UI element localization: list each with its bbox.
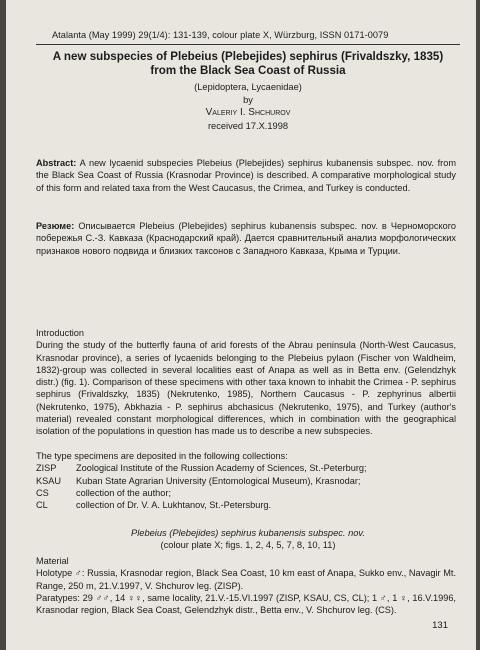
subspecies-heading: Plebeius (Plebejides) sephirus kubanensis subspec. nov. xyxy=(131,528,365,538)
collection-row xyxy=(36,475,456,487)
collections-list xyxy=(36,450,456,511)
intro-text: During the study of the butterfly fauna of arid forests of the Abrau peninsula (North-West Caucasus, Krasnodar province), a series of lycaenids belonging to the Plebeius pylaon (Fischer von Waldheim, 1832)-group was collected in several localities east of Anapa as well as in Betta env. (Gelendzhyk distr.) (fig. 1). Comparison of these specimens with other taxa known to inhabit the Crimea - P. sephirus sephirus (Frivaldszky, 1835) (Nekrutenko, 1985), Northern Caucasus - P. zephyrinus albertii (Nekrutenko, 1975), Abkhazia - P. sephirus abchasicus (Nekrutenko, 1975), and Turkey (author's material) revealed constant morphological differences, which in combination with the geographical isolation of the populations in question has made us to describe a new subspecies. xyxy=(36,340,456,437)
material-section xyxy=(36,555,456,616)
collection-row xyxy=(36,462,456,474)
journal-citation: Atalanta (May 1999) 29(1/4): 131-139, colour plate X, Würzburg, ISSN 0171-0079 xyxy=(52,30,389,40)
subspecies-section xyxy=(32,527,464,552)
collection-row xyxy=(36,487,456,499)
taxon-line: (Lepidoptera, Lycaenidae) xyxy=(194,82,302,92)
type-specimens-intro: The type specimens are deposited in the following collections: xyxy=(36,451,288,461)
title-line-1: A new subspecies of Plebeius (Plebejides) sephirus (Frivaldszky, 1835) xyxy=(52,50,444,63)
resume-label: Резюме: xyxy=(36,221,75,231)
article-title xyxy=(32,50,464,78)
collection-code: ZISP xyxy=(36,463,57,474)
collection-row xyxy=(36,499,456,511)
abstract-label: Abstract: xyxy=(36,158,77,168)
collection-desc: Kuban State Agrarian University (Entomological Museum), Krasnodar; xyxy=(76,475,361,486)
collection-code: CS xyxy=(36,487,49,498)
paper-page xyxy=(6,0,476,650)
intro-heading: Introduction xyxy=(36,328,85,338)
material-heading: Material xyxy=(36,556,69,566)
header-rule xyxy=(36,44,460,45)
collection-desc: collection of Dr. V. A. Lukhtanov, St.-Petersburg. xyxy=(76,500,272,511)
page-number: 131 xyxy=(432,620,448,631)
collection-desc: Zoological Institute of the Russion Academy of Sciences, St.-Peterburg; xyxy=(76,463,367,474)
plate-reference: (colour plate X; figs. 1, 2, 4, 5, 7, 8, 10, 11) xyxy=(160,540,336,551)
resume-text: Описывается Plebeius (Plebejides) sephirus kubanensis subspec. nov. в Черноморского побережья С.-З. Кавказа (Краснодарский край). Дается сравнительный анализ морфологических признаков нового подвида и близких таксонов с Западного Кавказа, Крыма и Турции. xyxy=(36,221,456,256)
collection-code: CL xyxy=(36,500,48,511)
author-name: Valeriy I. Shchurov xyxy=(205,107,291,118)
title-line-2: from the Black Sea Coast of Russia xyxy=(150,64,346,77)
resume xyxy=(36,220,456,257)
abstract-text: A new lycaenid subspecies Plebeius (Plebejides) sephirus kubanensis subspec. nov. from the Black Sea Coast of Russia (Krasnodar Province) is described. A comparative morphological study of this form and related taxa from the West Caucasus, the Crimea, and Turkey is conducted. xyxy=(36,158,457,193)
paratypes-text: Paratypes: 29 ♂♂, 14 ♀♀, same locality, 21.V.-15.VI.1997 (ZISP, KSAU, CS, CL); 1 ♂, 1 ♀, 16.V.1996, Krasnodar region, Black Sea Coast, Gelendzhyk distr., Betta env., V. Shchurov leg. (CS). xyxy=(36,592,456,616)
collection-desc: collection of the author; xyxy=(76,487,171,498)
received-date: received 17.X.1998 xyxy=(207,121,289,131)
abstract xyxy=(36,157,456,194)
collection-code: KSAU xyxy=(36,475,62,486)
introduction xyxy=(36,327,456,438)
by-line: by xyxy=(243,95,253,105)
holotype-text: Holotype ♂: Russia, Krasnodar region, Black Sea Coast, 10 km east of Anapa, Sukko env., Navagir Mt. Range, 250 m, 21.V.1997, V. Shchurov leg. (ZISP). xyxy=(36,568,456,591)
